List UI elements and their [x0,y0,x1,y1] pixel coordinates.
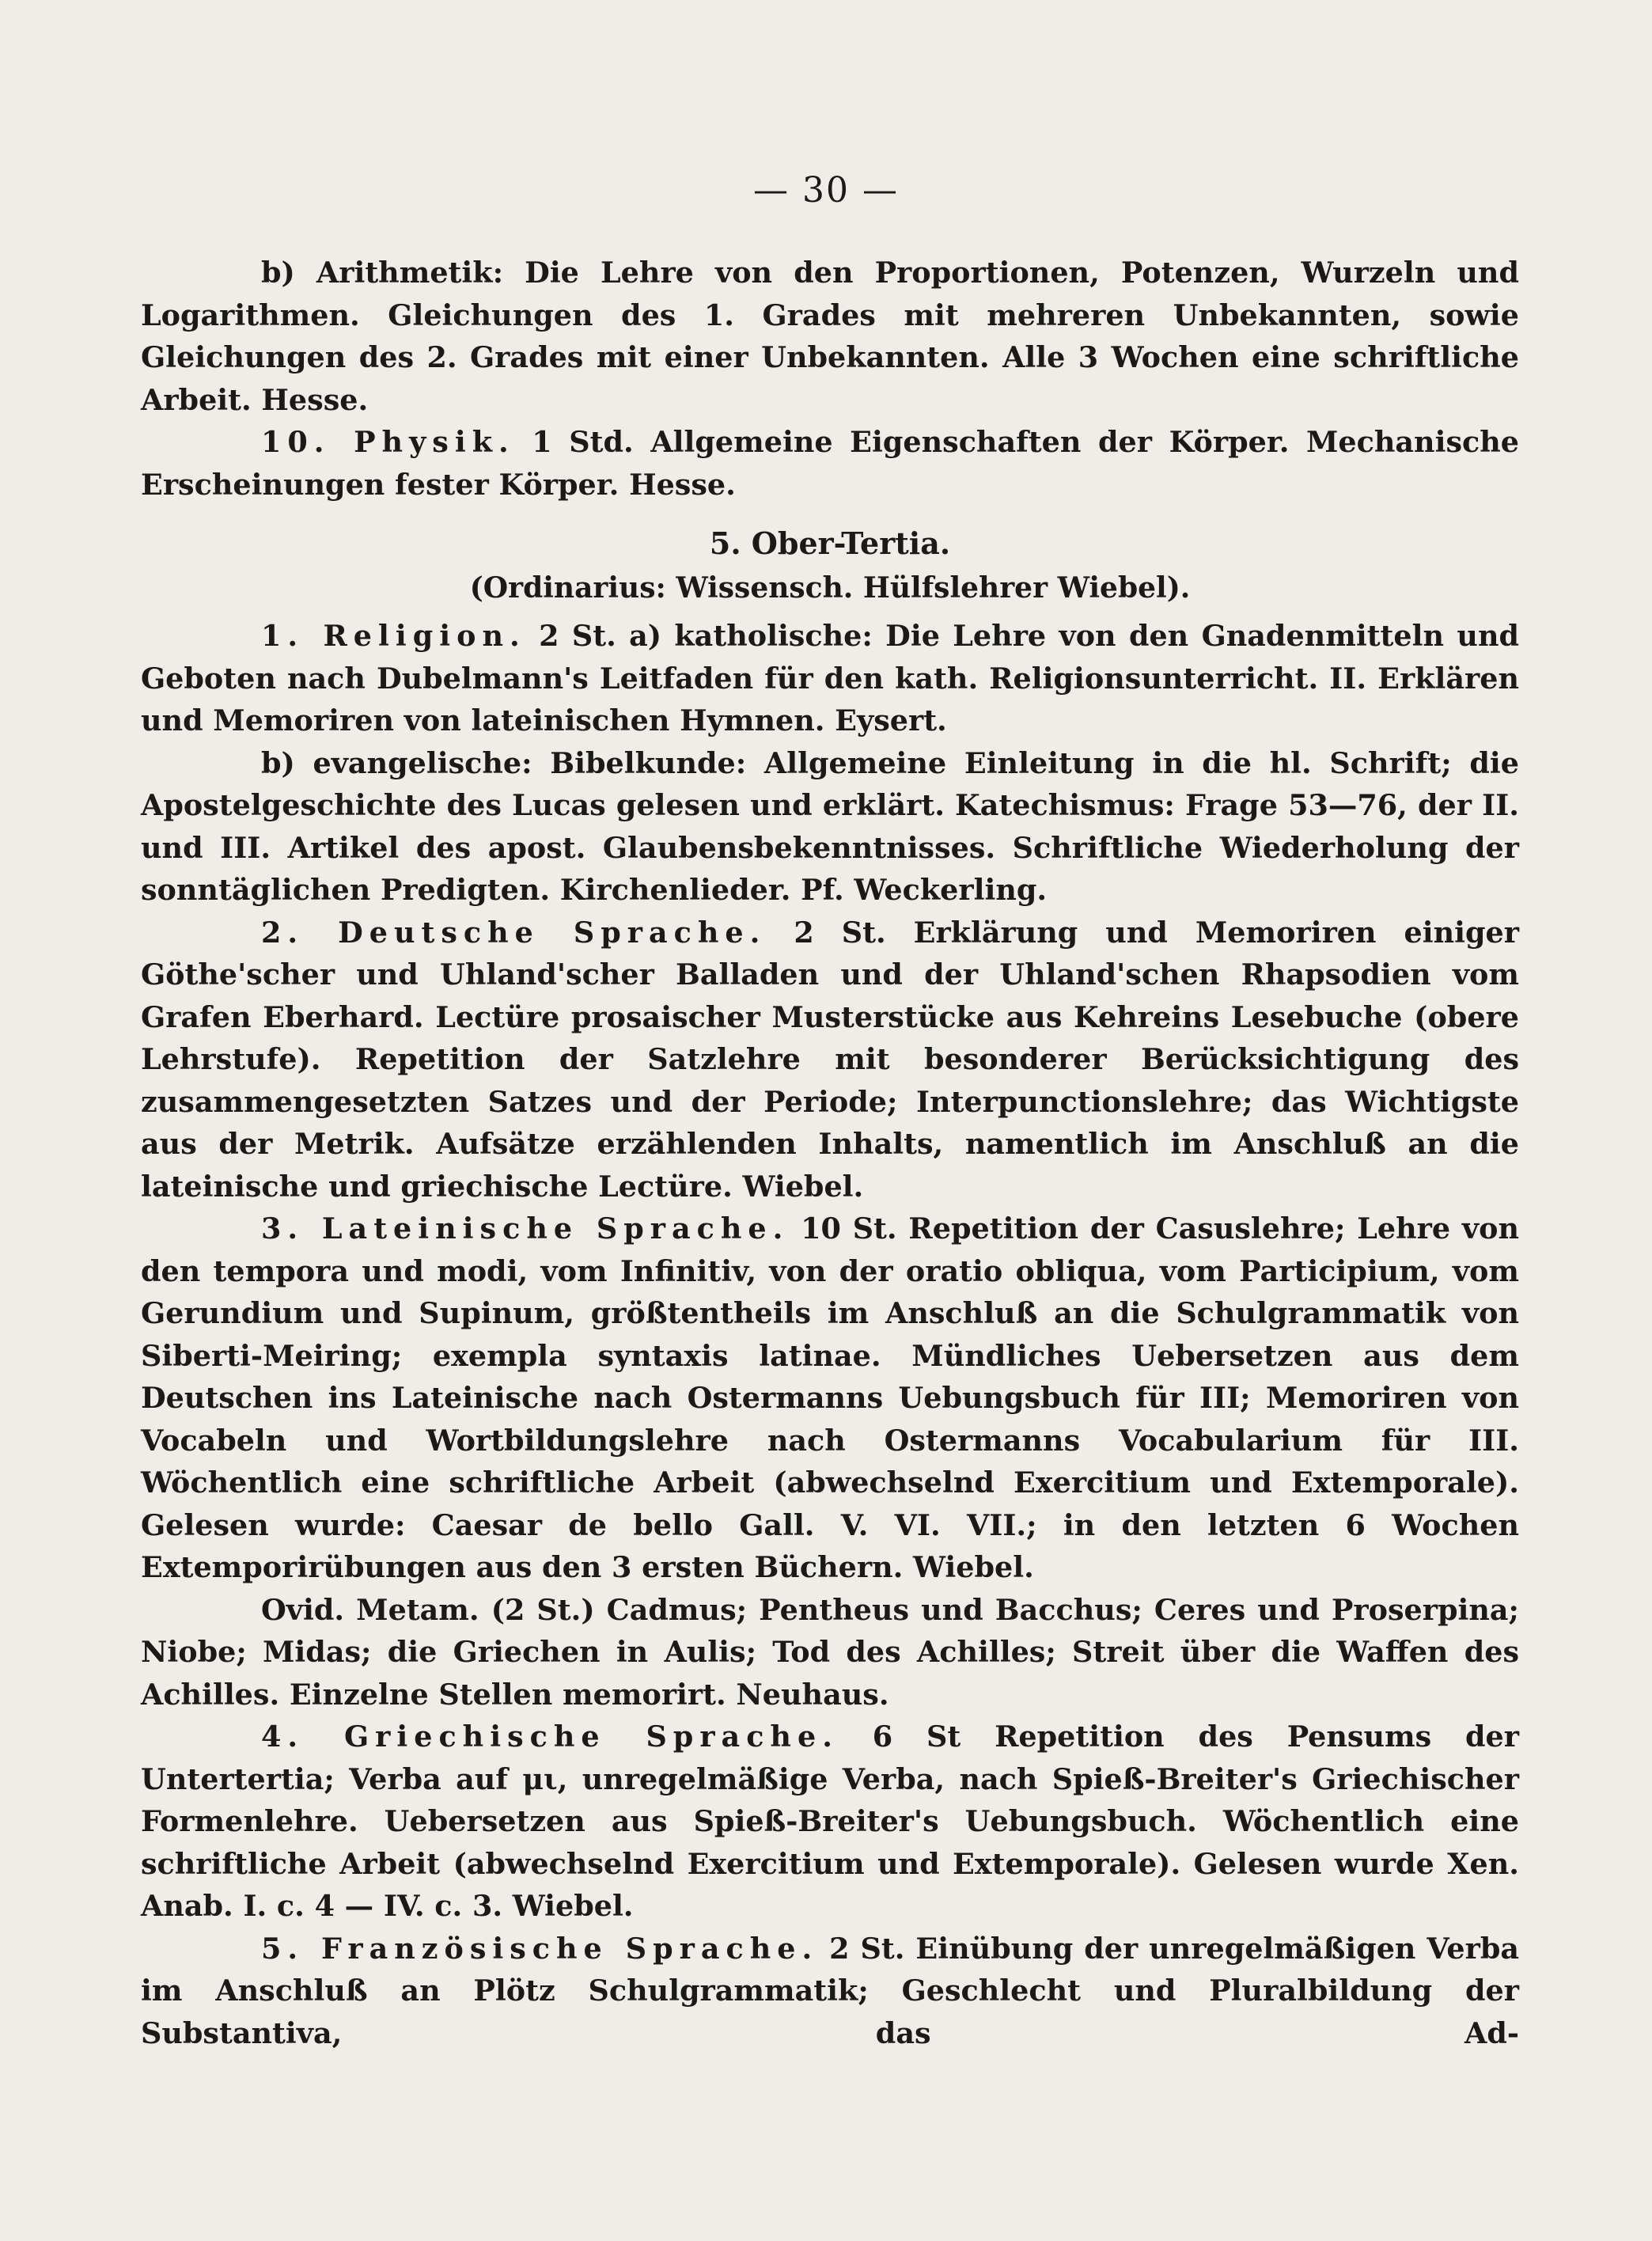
paragraph-physik [141,421,1519,506]
religion-title: 1. Religion. [261,619,526,653]
deutsch-title: 2. Deutsche Sprache. [261,915,767,950]
paragraph-religion-b: b) evangelische: Bibelkunde: Allgemeine Einleitung in die hl. Schrift; die Apostelgeschichte des Lucas gelesen und erklärt. Katechismus: Frage 53—76, der II. und III. Artikel des apost. Glaubensbekenntnisses. Schriftliche Wiederholung der sonntäglichen Predigten. Kirchenlieder. Pf. Weckerling. [141,745,1519,907]
body-text [141,252,1519,2054]
page-number: — 30 — [753,170,899,210]
latein-text: 10 St. Repetition der Casuslehre; Lehre von den tempora und modi, vom Infinitiv, von der oratio obliqua, vom Participium, vom Gerundium und Supinum, größtentheils im Anschluß an die Schulgrammatik von Siberti-Meiring; exempla syntaxis latinae. Mündliches Uebersetzen aus dem Deutschen ins Lateinische nach Ostermanns Uebungsbuch für III; Memoriren von Vocabeln und Wortbildungslehre nach Ostermanns Vocabularium für III. Wöchentlich eine schriftliche Arbeit (abwechselnd Exercitium und Extemporale). Gelesen wurde: Caesar de bello Gall. V. VI. VII.; in den letzten 6 Wochen Extemporirübungen aus den 3 ersten Büchern. Wiebel. [141,1212,1519,1584]
franzoesisch-title: 5. Französische Sprache. [261,1931,819,1966]
franzoesisch-text: 2 St. Einübung der unregelmäßigen Verba im Anschluß an Plötz Schulgrammatik; Geschlecht und Pluralbildung der Substantiva, das Ad- [141,1931,1519,2050]
paragraph-ovid: Ovid. Metam. (2 St.) Cadmus; Pentheus und Bacchus; Ceres und Proserpina; Niobe; Midas; die Griechen in Aulis; Tod des Achilles; Streit über die Waffen des Achilles. Einzelne Stellen memorirt. Neuhaus. [141,1592,1519,1712]
paragraph-franzoesisch [141,1928,1519,2055]
paragraph-religion-a [141,615,1519,742]
paragraph-latein [141,1208,1519,1589]
ordinarius-line: (Ordinarius: Wissensch. Hülfslehrer Wiebel). [469,571,1191,605]
deutsch-text: 2 St. Erklärung und Memoriren einiger Göthe'scher und Uhland'scher Balladen und der Uhland'schen Rhapsodien vom Grafen Eberhard. Lectüre prosaischer Musterstücke aus Kehreins Lesebuche (obere Lehrstufe). Repetition der Satzlehre mit besonderer Berücksichtigung des zusammengesetzten Satzes und der Periode; Interpunctionslehre; das Wichtigste aus der Metrik. Aufsätze erzählenden Inhalts, namentlich im Anschluß an die lateinische und griechische Lectüre. Wiebel. [141,915,1520,1204]
paragraph-arithmetik: b) Arithmetik: Die Lehre von den Proportionen, Potenzen, Wurzeln und Logarithmen. Gleichungen des 1. Grades mit mehreren Unbekannten, sowie Gleichungen des 2. Grades mit einer Unbekannten. Alle 3 Wochen eine schriftliche Arbeit. Hesse. [141,256,1519,417]
latein-title: 3. Lateinische Sprache. [261,1212,790,1246]
physik-text: 1 Std. Allgemeine Eigenschaften der Körper. Mechanische Erscheinungen fester Körper. Hesse. [141,425,1519,502]
paragraph-griechisch [141,1716,1519,1928]
griechisch-title: 4. Griechische Sprache. [261,1720,839,1754]
griechisch-text: 6 St Repetition des Pensums der Untertertia; Verba auf μι, unregelmäßige Verba, nach Spieß-Breiter's Griechischer Formenlehre. Uebersetzen aus Spieß-Breiter's Uebungsbuch. Wöchentlich eine schriftliche Arbeit (abwechselnd Exercitium und Extemporale). Gelesen wurde Xen. Anab. I. c. 4 — IV. c. 3. Wiebel. [141,1720,1519,1923]
paragraph-deutsch [141,912,1519,1208]
section-heading: 5. Ober-Tertia. [709,525,951,561]
religion-a-text: 2 St. a) katholische: Die Lehre von den Gnadenmitteln und Geboten nach Dubelmann's Leitfaden für den kath. Religionsunterricht. II. Erklären und Memoriren von lateinischen Hymnen. Eysert. [141,619,1519,738]
physik-title: 10. Physik. [261,425,515,459]
